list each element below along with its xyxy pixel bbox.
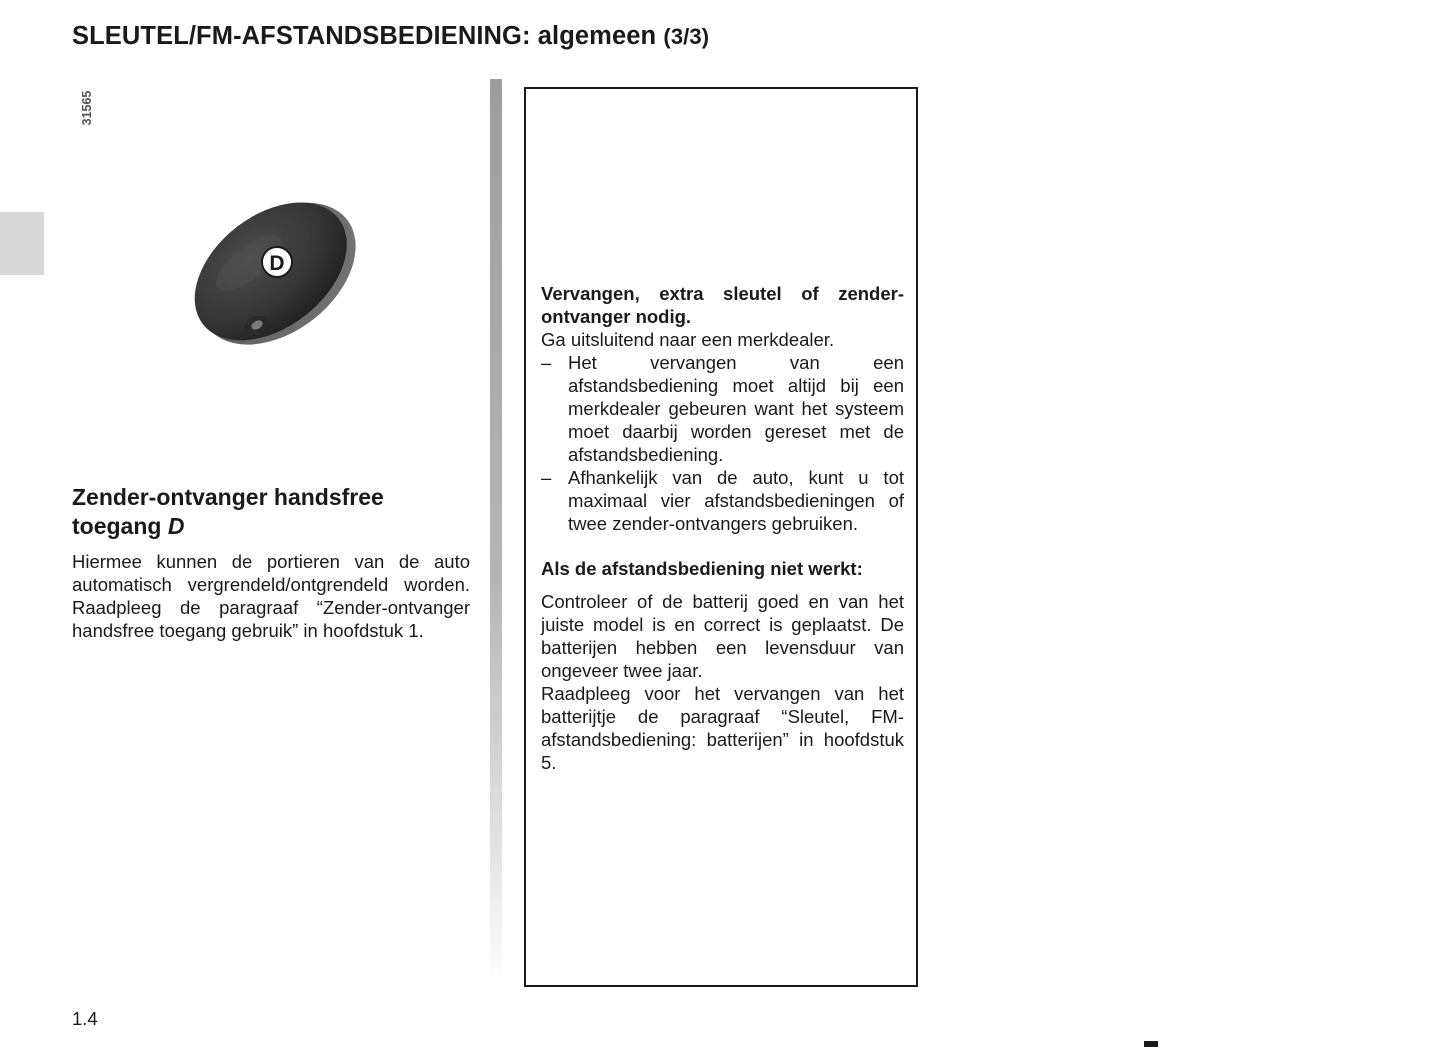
page-title-suffix: (3/3) (663, 24, 710, 49)
list-item-text: Afhankelijk van de auto, kunt u tot maximaal vier afstandsbedieningen of twee zender-ontvangers gebruiken. (568, 467, 904, 534)
replacement-text: Ga uitsluitend naar een merkdealer. (541, 329, 835, 350)
section-heading (72, 483, 472, 541)
info-box-content (541, 282, 904, 774)
list-bullet: – (541, 352, 552, 373)
page-number: 1.4 (72, 1008, 98, 1029)
malfunction-heading: Als de afstandsbediening niet werkt: (541, 558, 863, 579)
chapter-tab-marker (0, 212, 44, 275)
list-bullet: – (541, 467, 552, 488)
section-body: Hiermee kunnen de portieren van de auto automatisch vergrendeld/ontgrendeld worden. Raadpleeg de paragraaf “Zender-ontvanger handsfree toegang gebruik” in hoofdstuk 1. (72, 551, 470, 641)
section-heading-label: D (167, 513, 185, 539)
image-reference-number: 31565 (80, 90, 94, 126)
replacement-list (541, 351, 904, 535)
callout-d-icon (262, 247, 292, 277)
battery-replace-text: Raadpleeg voor het vervangen van het batterijtje de paragraaf “Sleutel, FM-afstandsbediening: batterijen” in hoofdstuk 5. (541, 683, 904, 773)
replacement-heading: Vervangen, extra sleutel of zender-ontvanger nodig. (541, 283, 904, 327)
section-heading-main: Zender-ontvanger handsfree toegang (72, 484, 384, 539)
column-divider (490, 79, 502, 984)
page-title (72, 22, 709, 51)
list-item (541, 466, 904, 535)
list-item-text: Het vervangen van een afstandsbediening moet altijd bij een merkdealer gebeuren want het systeem moet daarbij worden gereset met de afstandsbediening. (568, 352, 904, 465)
page-title-main: SLEUTEL/FM-AFSTANDSBEDIENING: algemeen (72, 22, 657, 50)
end-of-section-mark (1144, 1041, 1158, 1047)
key-fob-illustration (180, 185, 365, 365)
image-reference (78, 86, 96, 130)
callout-d-label: D (269, 252, 285, 275)
list-item (541, 351, 904, 466)
battery-check-text: Controleer of de batterij goed en van het juiste model is en correct is geplaatst. De batterijen hebben een levensduur van ongeveer twee jaar. (541, 591, 904, 681)
